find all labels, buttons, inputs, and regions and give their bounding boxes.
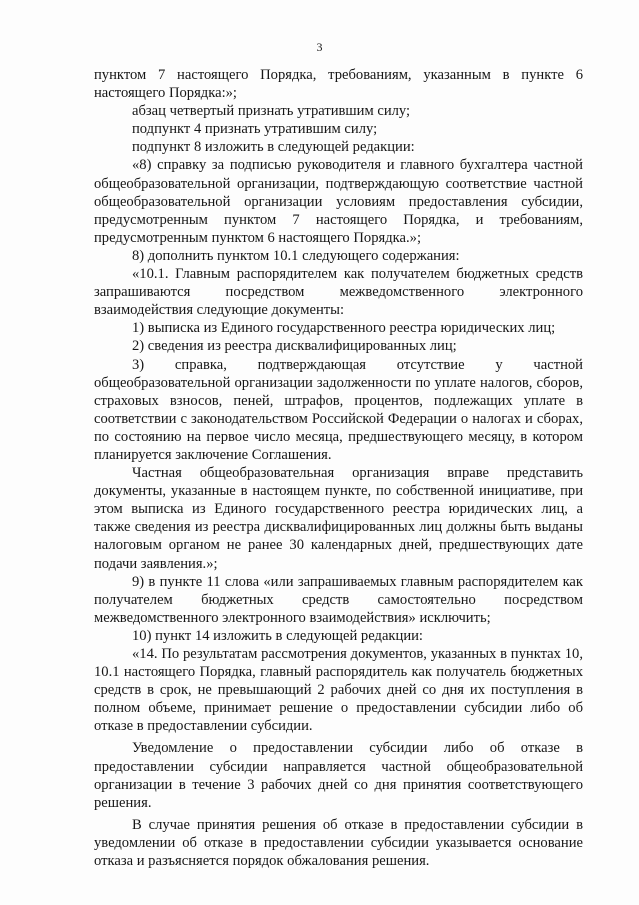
paragraph: В случае принятия решения об отказе в предоставлении субсидии в уведомлении об отказе в предоставлении субсидии указывается основание отказа и разъясняется порядок обжалования решения.: [94, 816, 583, 870]
page-number: 3: [316, 40, 323, 54]
paragraph: 8) дополнить пунктом 10.1 следующего содержания:: [132, 247, 460, 264]
paragraph: подпункт 4 признать утратившим силу;: [132, 121, 378, 138]
paragraph: 2) сведения из реестра дисквалифицированных лиц;: [132, 338, 457, 355]
paragraph: 3) справка, подтверждающая отсутствие у частной общеобразовательной организации задолженности по уплате налогов, сборов, страховых взносов, пеней, штрафов, процентов, подлежащих уплате в соответствии с законодательством Российской Федерации о налогах и сборах, по состоянию на первое число месяца, предшествующего месяцу, в котором планируется заключение Соглашения.: [94, 356, 583, 463]
paragraph: подпункт 8 изложить в следующей редакции:: [132, 139, 415, 156]
paragraph: Уведомление о предоставлении субсидии либо об отказе в предоставлении субсидии направляется частной общеобразовательной организации в течение 3 рабочих дней со дня принятия соответствующего решения.: [94, 740, 583, 811]
paragraph: абзац четвертый признать утратившим силу;: [132, 103, 411, 120]
paragraph: «14. По результатам рассмотрения документов, указанных в пунктах 10, 10.1 настоящего Порядка, главный распорядитель как получатель бюджетных средств в срок, не превышающий 2 рабочих дней со дня их поступления в полном объеме, принимает решение о предоставлении субсидии либо об отказе в предоставлении субсидии.: [94, 646, 583, 735]
paragraph: Частная общеобразовательная организация вправе представить документы, указанные в настоящем пункте, по собственной инициативе, при этом выписка из Единого государственного реестра юридических лиц, а также сведения из реестра дисквалифицированных лиц должны быть выданы налоговым органом не ранее 30 календарных дней, предшествующих дате подачи заявления.»;: [94, 465, 583, 572]
paragraph: 1) выписка из Единого государственного реестра юридических лиц;: [132, 320, 556, 337]
paragraph: 9) в пункте 11 слова «или запрашиваемых главным распорядителем как получателем бюджетных средств самостоятельно посредством межведомственного электронного взаимодействия» исключить;: [94, 573, 583, 626]
document-body: [94, 66, 583, 870]
paragraph: «8) справку за подписью руководителя и главного бухгалтера частной общеобразовательной организации, подтверждающую соответствие частной общеобразовательной организации условиям предоставления субсидии, предусмотренным пунктом 7 настоящего Порядка, и требованиям, предусмотренным пунктом 6 настоящего Порядка.»;: [94, 157, 583, 246]
paragraph: пунктом 7 настоящего Порядка, требованиям, указанным в пункте 6 настоящего Порядка:»;: [94, 67, 583, 102]
paragraph: «10.1. Главным распорядителем как получателем бюджетных средств запрашиваются посредством межведомственного электронного взаимодействия следующие документы:: [94, 266, 583, 319]
paragraph: 10) пункт 14 изложить в следующей редакции:: [132, 627, 423, 644]
